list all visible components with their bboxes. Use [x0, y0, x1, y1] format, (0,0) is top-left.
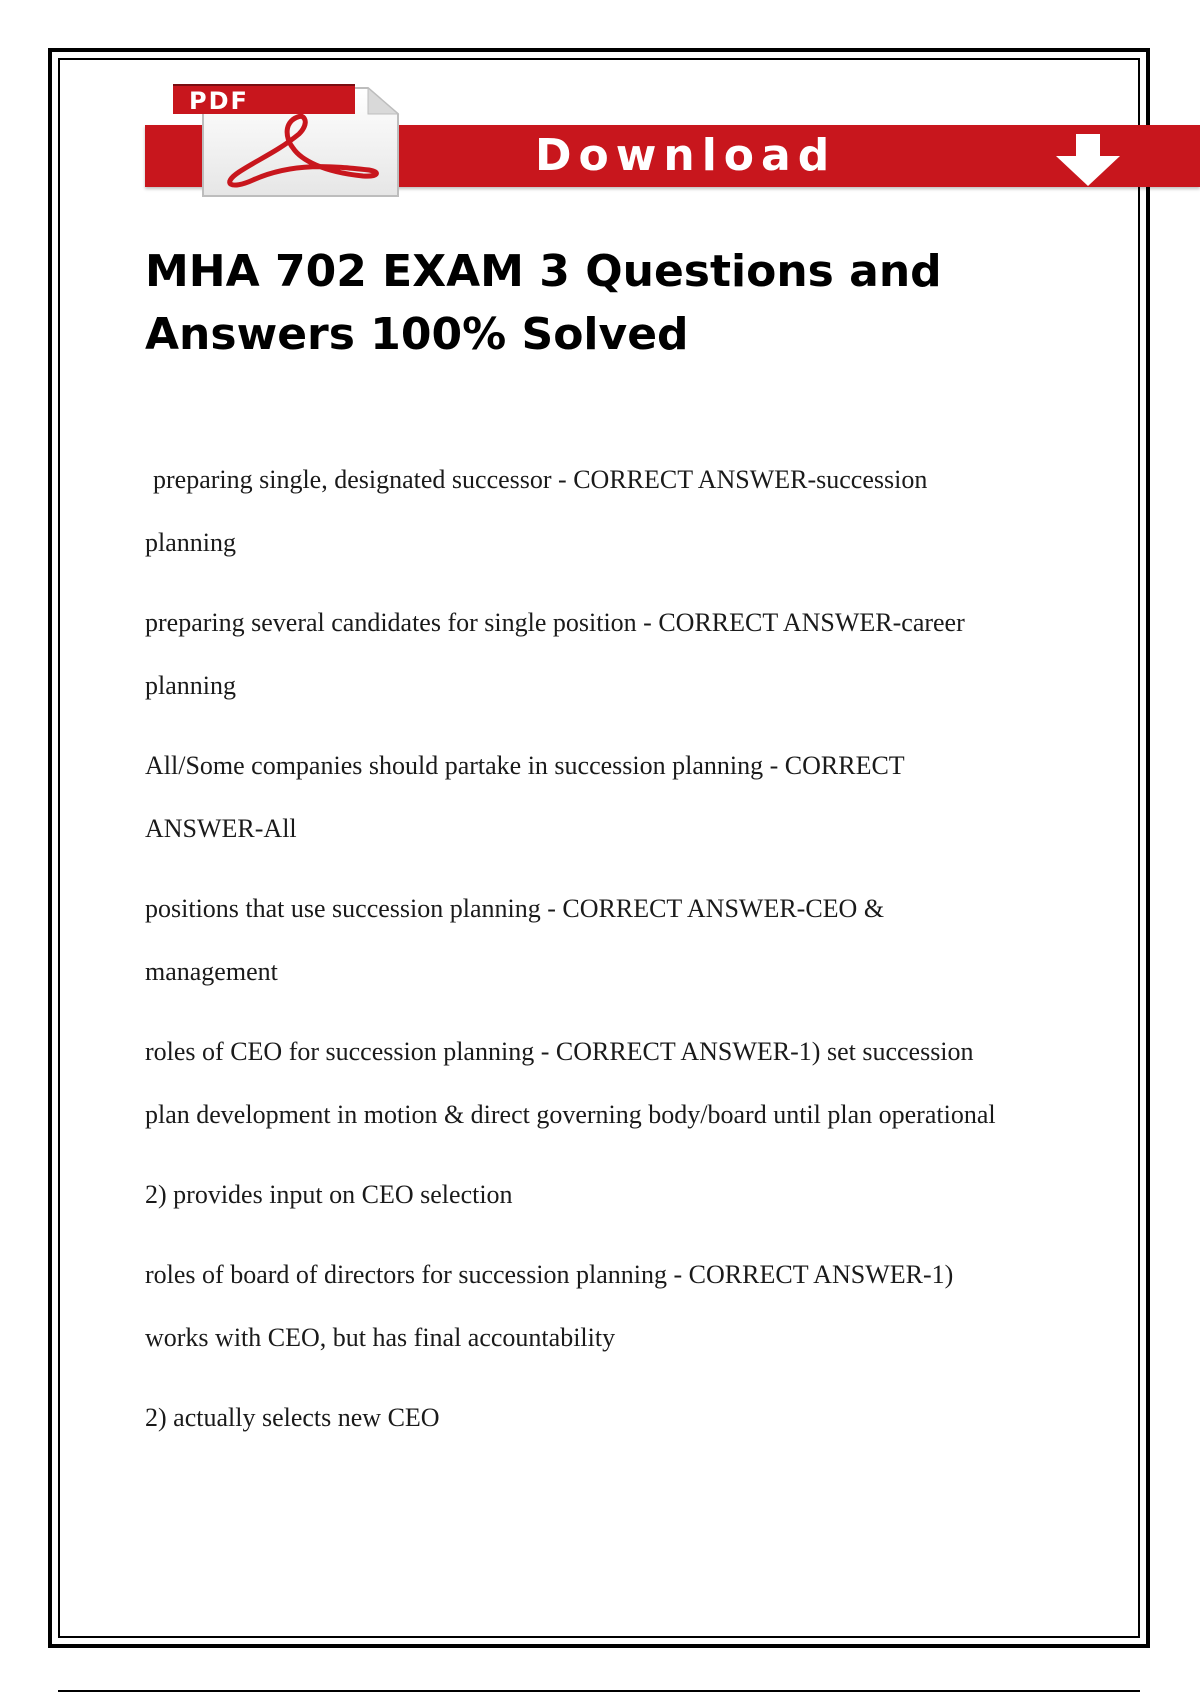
qa-list [145, 448, 1075, 1466]
download-label[interactable]: Download [535, 130, 837, 181]
qa-item [145, 734, 1075, 860]
qa-item [145, 1020, 1075, 1146]
qa-item [145, 1163, 1075, 1226]
qa-line: positions that use succession planning - CORRECT ANSWER-CEO & [145, 894, 885, 923]
qa-line: planning [145, 671, 236, 700]
qa-line: works with CEO, but has final accountability [145, 1323, 616, 1352]
qa-item [145, 1386, 1075, 1449]
qa-line: preparing several candidates for single position - CORRECT ANSWER-career [145, 608, 965, 637]
title-line-1: MHA 702 EXAM 3 Questions and [145, 246, 942, 297]
pdf-download-banner[interactable] [145, 80, 1200, 200]
qa-line: plan development in motion & direct governing body/board until plan operational [145, 1100, 996, 1129]
page-bottom-rule [58, 1690, 1140, 1692]
qa-item [145, 448, 1075, 574]
pdf-tag-label: PDF [173, 84, 355, 114]
qa-item [145, 591, 1075, 717]
qa-line: planning [145, 528, 236, 557]
qa-line: All/Some companies should partake in succession planning - CORRECT [145, 751, 905, 780]
qa-line: roles of CEO for succession planning - CORRECT ANSWER-1) set succession [145, 1037, 974, 1066]
qa-line: preparing single, designated successor - CORRECT ANSWER-succession [153, 465, 928, 494]
document-title [145, 240, 1045, 366]
download-arrow-icon[interactable] [1050, 132, 1130, 188]
qa-line: ANSWER-All [145, 814, 297, 843]
qa-line: roles of board of directors for succession planning - CORRECT ANSWER-1) [145, 1260, 954, 1289]
title-line-2: Answers 100% Solved [145, 309, 689, 360]
pdf-document-icon [173, 80, 413, 198]
qa-line: management [145, 957, 278, 986]
qa-item [145, 877, 1075, 1003]
qa-item [145, 1243, 1075, 1369]
qa-line: 2) actually selects new CEO [145, 1403, 440, 1432]
qa-line: 2) provides input on CEO selection [145, 1180, 513, 1209]
